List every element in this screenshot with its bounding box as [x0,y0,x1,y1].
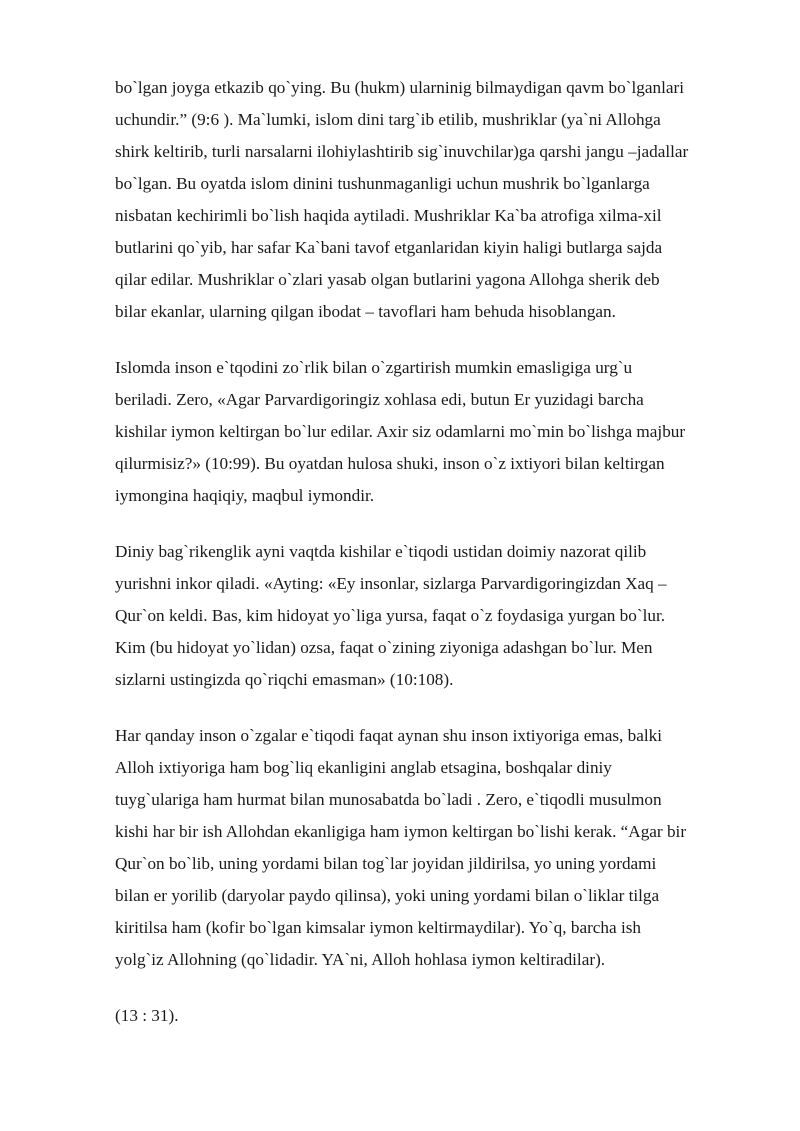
text-line: kiritilsa ham (kofir bo`lgan kimsalar iymon keltirmaydilar). Yo`q, barcha ish [115,918,642,937]
text-line: Islomda inson e`tqodini zo`rlik bilan o`zgartirish mumkin emasligiga urg`u [115,358,633,377]
paragraph-1 [115,72,715,328]
text-line: sizlarni ustingizda qo`riqchi emasman» (10:108). [115,670,454,689]
text-line: shirk keltirib, turli narsalarni ilohiylashtirib sig`inuvchilar)ga qarshi jangu –jadallar [115,142,689,161]
text-line: kishi har bir ish Allohdan ekanligiga ham iymon keltirgan bo`lishi kerak. “Agar bir [115,822,687,841]
text-line: (13 : 31). [115,1006,179,1025]
text-line: Diniy bag`rikenglik ayni vaqtda kishilar e`tiqodi ustidan doimiy nazorat qilib [115,542,647,561]
text-line: Har qanday inson o`zgalar e`tiqodi faqat aynan shu inson ixtiyoriga emas, balki [115,726,662,745]
paragraph-3 [115,536,715,696]
text-line: kishilar iymon keltirgan bo`lur edilar. Axir siz odamlarni mo`min bo`lishga majbur [115,422,686,441]
paragraph-5 [115,1000,715,1032]
text-line: tuyg`ulariga ham hurmat bilan munosabatda bo`ladi . Zero, e`tiqodli musulmon [115,790,662,809]
text-line: beriladi. Zero, «Agar Parvardigoringiz xohlasa edi, butun Er yuzidagi barcha [115,390,644,409]
text-line: uchundir.” (9:6 ). Ma`lumki, islom dini targ`ib etilib, mushriklar (ya`ni Allohga [115,110,661,129]
text-line: yurishni inkor qiladi. «Ayting: «Ey insonlar, sizlarga Parvardigoringizdan Xaq – [115,574,667,593]
text-line: bilan er yorilib (daryolar paydo qilinsa), yoki uning yordami bilan o`liklar tilga [115,886,660,905]
text-line: iymongina haqiqiy, maqbul iymondir. [115,486,375,505]
text-line: bo`lgan joyga etkazib qo`ying. Bu (hukm) ularninig bilmaydigan qavm bo`lganlari [115,78,684,97]
paragraph-4 [115,720,715,976]
text-line: qilar edilar. Mushriklar o`zlari yasab olgan butlarini yagona Allohga sherik deb [115,270,660,289]
paragraph-2 [115,352,715,512]
text-line: qilurmisiz?» (10:99). Bu oyatdan hulosa shuki, inson o`z ixtiyori bilan keltirgan [115,454,665,473]
text-line: Alloh ixtiyoriga ham bog`liq ekanligini anglab etsagina, boshqalar diniy [115,758,612,777]
text-line: Qur`on bo`lib, uning yordami bilan tog`lar joyidan jildirilsa, yo uning yordami [115,854,657,873]
text-line: nisbatan kechirimli bo`lish haqida aytiladi. Mushriklar Ka`ba atrofiga xilma-xil [115,206,662,225]
text-line: bilar ekanlar, ularning qilgan ibodat – tavoflari ham behuda hisoblangan. [115,302,616,321]
text-line: yolg`iz Allohning (qo`lidadir. YA`ni, Alloh hohlasa iymon keltiradilar). [115,950,606,969]
text-line: Kim (bu hidoyat yo`lidan) ozsa, faqat o`zining ziyoniga adashgan bo`lur. Men [115,638,653,657]
document-page [115,72,715,1056]
text-line: butlarini qo`yib, har safar Ka`bani tavof etganlaridan kiyin haligi butlarga sajda [115,238,663,257]
text-line: bo`lgan. Bu oyatda islom dinini tushunmaganligi uchun mushrik bo`lganlarga [115,174,650,193]
text-line: Qur`on keldi. Bas, kim hidoyat yo`liga yursa, faqat o`z foydasiga yurgan bo`lur. [115,606,666,625]
